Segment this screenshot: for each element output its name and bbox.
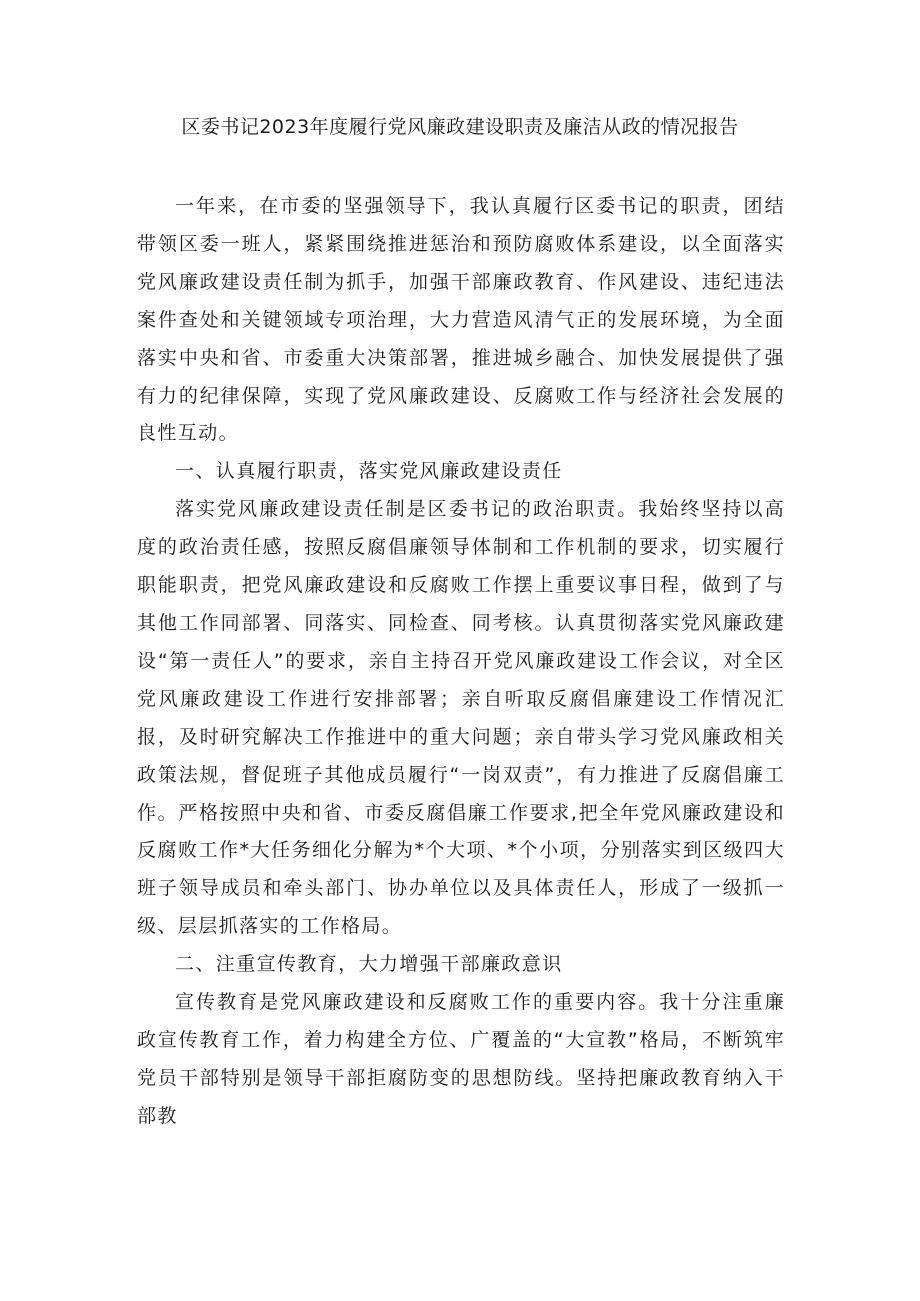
section-2-paragraph: 宣传教育是党风廉政建设和反腐败工作的重要内容。我十分注重廉政宣传教育工作，着力构建全方位、广覆盖的“大宣教”格局，不断筑牢党员干部特别是领导干部拒腐防变的思想防线。坚持把廉政教育纳入干部教 — [137, 991, 785, 1127]
intro-paragraph: 一年来，在市委的坚强领导下，我认真履行区委书记的职责，团结带领区委一班人，紧紧围绕推进惩治和预防腐败体系建设，以全面落实党风廉政建设责任制为抓手，加强干部廉政教育、作风建设、违纪违法案件查处和关键领域专项治理，大力营造风清气正的发展环境，为全面落实中央和省、市委重大决策部署，推进城乡融合、加快发展提供了强有力的纪律保障，实现了党风廉政建设、反腐败工作与经济社会发展的良性互动。 — [137, 195, 785, 445]
section-1-paragraph: 落实党风廉政建设责任制是区委书记的政治职责。我始终坚持以高度的政治责任感，按照反腐倡廉领导体制和工作机制的要求，切实履行职能职责，把党风廉政建设和反腐败工作摆上重要议事日程，做到了与其他工作同部署、同落实、同检查、同考核。认真贯彻落实党风廉政建设“第一责任人”的要求，亲自主持召开党风廉政建设工作会议，对全区党风廉政建设工作进行安排部署；亲自听取反腐倡廉建设工作情况汇报，及时研究解决工作推进中的重大问题；亲自带头学习党风廉政相关政策法规，督促班子其他成员履行“一岗双责”，有力推进了反腐倡廉工作。严格按照中央和省、市委反腐倡廉工作要求,把全年党风廉政建设和反腐败工作*大任务细化分解为*个大项、*个小项，分别落实到区级四大班子领导成员和牵头部门、协办单位以及具体责任人，形成了一级抓一级、层层抓落实的工作格局。 — [137, 498, 785, 938]
section-heading-1: 一、认真履行职责，落实党风廉政建设责任 — [175, 460, 563, 483]
document-body — [137, 188, 785, 1136]
section-heading-2: 二、注重宣传教育，大力增强干部廉政意识 — [175, 953, 563, 976]
document-title: 区委书记2023年度履行党风廉政建设职责及廉洁从政的情况报告 — [181, 116, 739, 138]
